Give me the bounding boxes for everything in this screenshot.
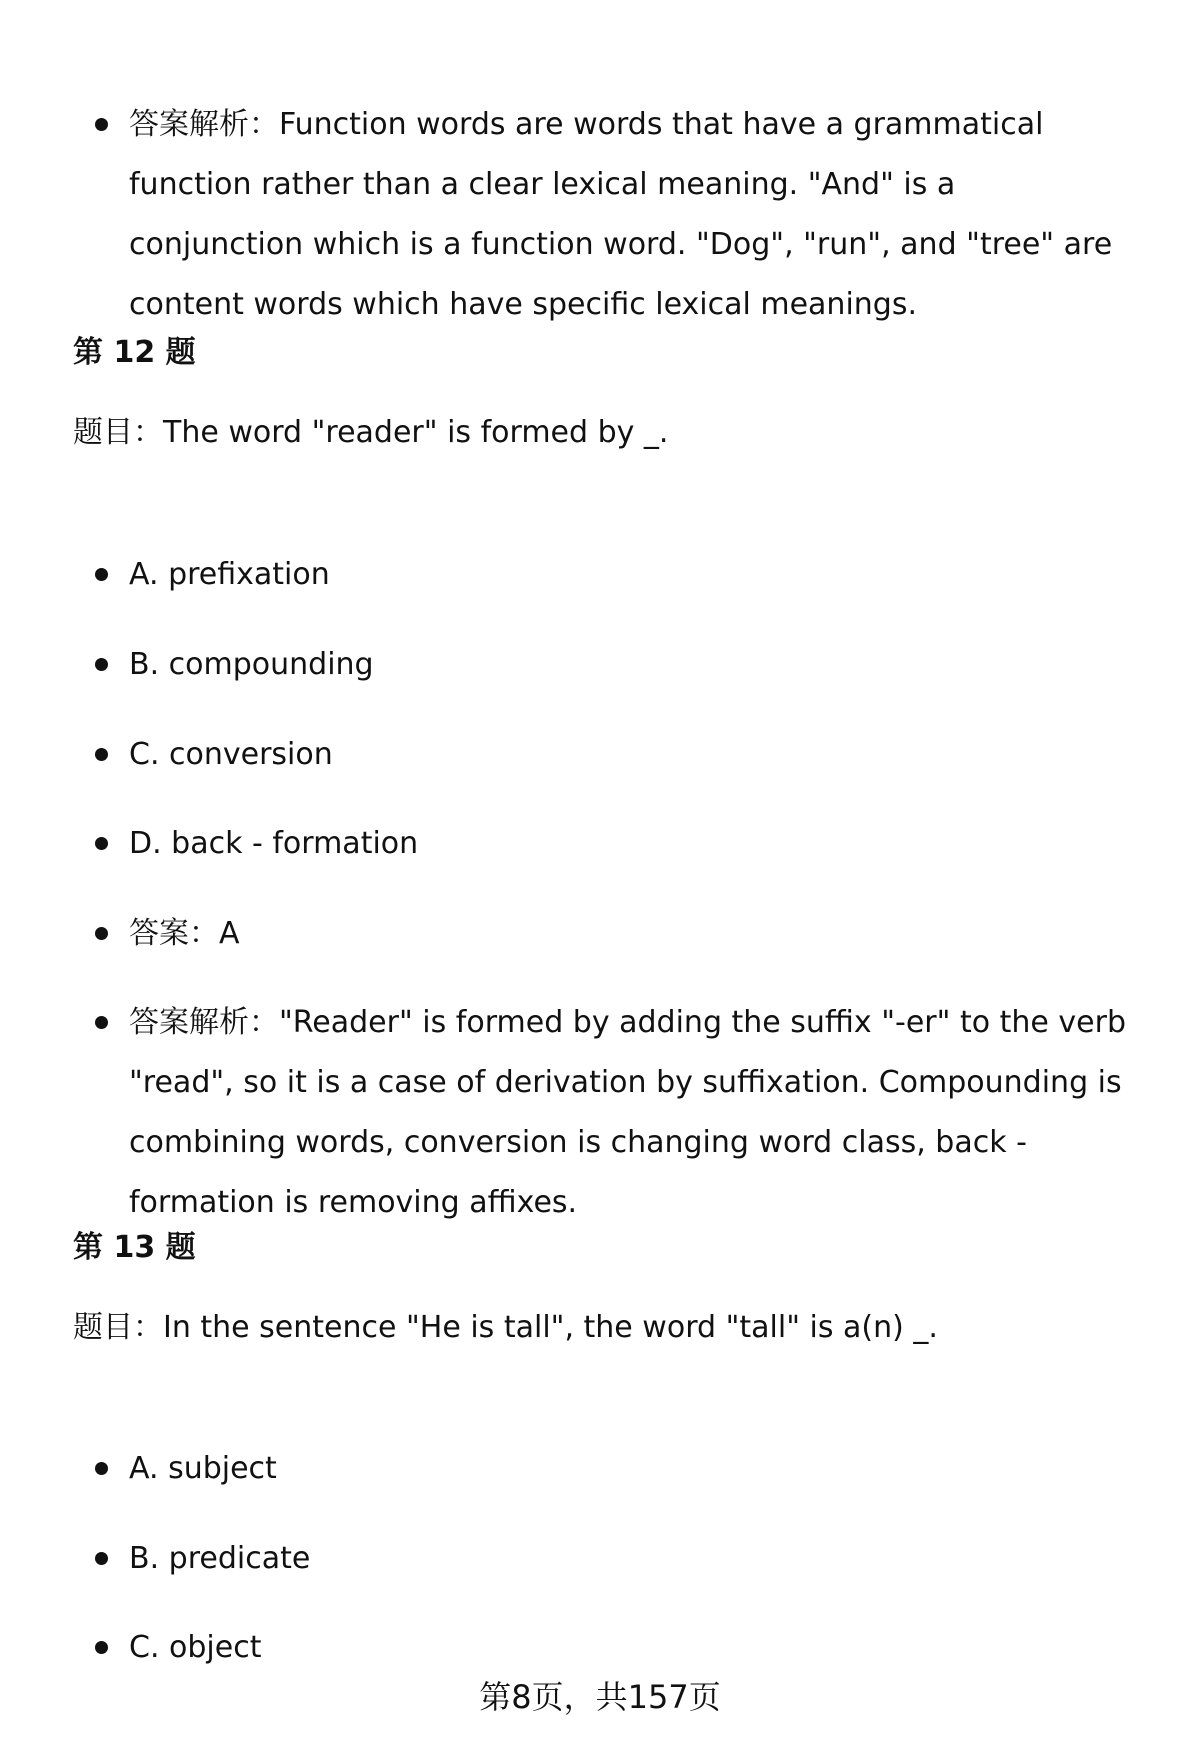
question-13-heading: 第 13 题: [73, 1230, 196, 1265]
bullet-icon: [95, 118, 108, 131]
q12-option-d: [95, 814, 1135, 874]
option-text: B. compounding: [129, 647, 374, 682]
option-text: D. back - formation: [129, 826, 419, 861]
question-12-stem: [73, 413, 1133, 453]
prev-analysis-item: [95, 95, 1135, 335]
prev-analysis-text: [129, 95, 1129, 335]
bullet-icon: [95, 1552, 108, 1565]
question-12-heading: 第 12 题: [73, 335, 196, 370]
bullet-icon: [95, 927, 108, 940]
option-text: A. subject: [129, 1451, 277, 1486]
bullet-icon: [95, 1016, 108, 1029]
stem-text: The word "reader" is formed by _.: [163, 415, 669, 450]
stem-text: In the sentence "He is tall", the word "tall" is a(n) _.: [163, 1310, 938, 1345]
q12-answer: [95, 904, 1135, 964]
q12-option-c: [95, 725, 1135, 785]
answer-label: 答案：: [129, 916, 219, 951]
bullet-icon: [95, 658, 108, 671]
analysis-body: "Reader" is formed by adding the suffix "-er" to the verb "read", so it is a case of derivation by suffixation. Compounding is combining words, conversion is changing word class, back - formation is removing affixes.: [129, 1005, 1126, 1220]
q13-option-b: [95, 1529, 1135, 1589]
option-text: C. conversion: [129, 737, 333, 772]
bullet-icon: [95, 568, 108, 581]
analysis-label: 答案解析：: [129, 107, 279, 142]
q12-option-a: [95, 545, 1135, 605]
answer-text: [129, 904, 1129, 964]
q12-analysis: [95, 993, 1135, 1233]
q13-option-c: [95, 1618, 1135, 1678]
option-text: B. predicate: [129, 1541, 311, 1576]
analysis-text: [129, 993, 1129, 1233]
bullet-icon: [95, 837, 108, 850]
stem-label: 题目：: [73, 1310, 163, 1345]
bullet-icon: [95, 748, 108, 761]
question-13-stem: [73, 1308, 1133, 1348]
bullet-icon: [95, 1641, 108, 1654]
bullet-icon: [95, 1462, 108, 1475]
option-text: C. object: [129, 1630, 262, 1665]
page-number-footer: 第8页，共157页: [479, 1678, 721, 1716]
analysis-label: 答案解析：: [129, 1005, 279, 1040]
stem-label: 题目：: [73, 415, 163, 450]
answer-value: A: [219, 916, 240, 951]
analysis-body: Function words are words that have a grammatical function rather than a clear lexical meaning. "And" is a conjunction which is a function word. "Dog", "run", and "tree" are content words which have specific lexical meanings.: [129, 107, 1113, 322]
option-text: A. prefixation: [129, 557, 330, 592]
q12-option-b: [95, 635, 1135, 695]
q13-option-a: [95, 1439, 1135, 1499]
